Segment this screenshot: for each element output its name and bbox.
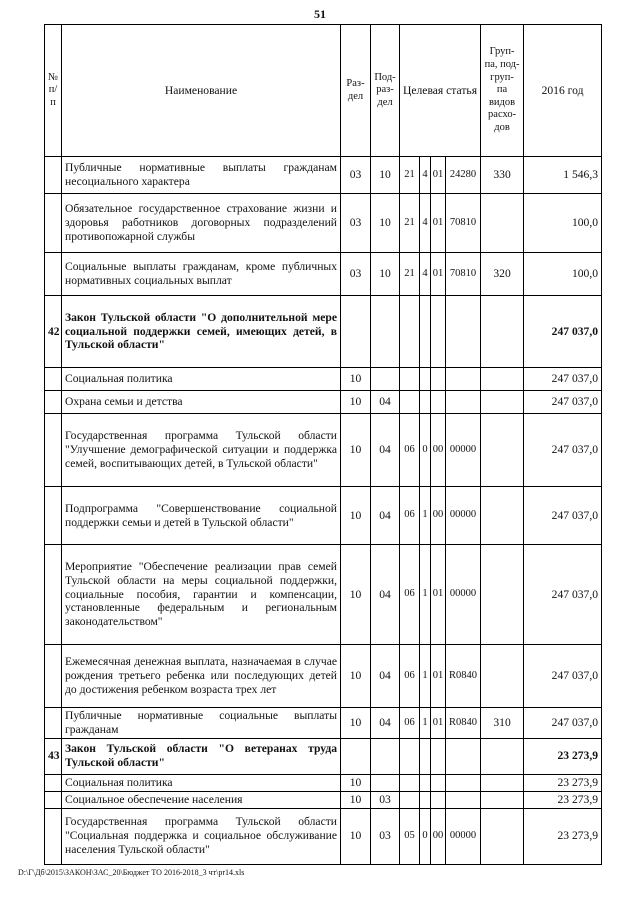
table-row <box>45 791 602 808</box>
row-target-event: 01 <box>431 545 446 645</box>
row-name: Подпрограмма "Совершенствование социальной поддержки семьи и детей в Тульской области" <box>62 487 341 545</box>
row-target-direction: 70810 <box>446 194 481 253</box>
page-number: 51 <box>314 7 326 21</box>
row-target-subprogram <box>420 368 431 391</box>
row-number <box>45 487 62 545</box>
row-amount-2016: 247 037,0 <box>524 487 602 545</box>
row-name: Социальная политика <box>62 774 341 791</box>
row-target-event <box>431 774 446 791</box>
row-number <box>45 414 62 487</box>
row-subsection <box>371 774 400 791</box>
table-row <box>45 645 602 708</box>
row-amount-2016: 247 037,0 <box>524 368 602 391</box>
table-row <box>45 253 602 296</box>
row-expense-group <box>481 368 524 391</box>
row-name: Социальные выплаты гражданам, кроме публичных нормативных социальных выплат <box>62 253 341 296</box>
row-target-subprogram: 0 <box>420 414 431 487</box>
header-section: Раз- дел <box>341 25 371 157</box>
table-row <box>45 487 602 545</box>
row-target-direction: R0840 <box>446 708 481 739</box>
table-body <box>45 157 602 865</box>
row-target-event: 01 <box>431 708 446 739</box>
row-target-event: 01 <box>431 194 446 253</box>
row-target-subprogram: 1 <box>420 708 431 739</box>
row-subsection: 04 <box>371 414 400 487</box>
row-expense-group: 310 <box>481 708 524 739</box>
row-number <box>45 391 62 414</box>
row-target-program <box>400 738 420 774</box>
row-target-event: 01 <box>431 645 446 708</box>
table-row <box>45 296 602 368</box>
row-section: 03 <box>341 194 371 253</box>
row-name: Социальное обеспечение населения <box>62 791 341 808</box>
row-target-direction: 00000 <box>446 808 481 864</box>
row-amount-2016: 1 546,3 <box>524 157 602 194</box>
row-amount-2016: 23 273,9 <box>524 738 602 774</box>
row-section: 10 <box>341 791 371 808</box>
row-target-direction <box>446 296 481 368</box>
row-expense-group <box>481 391 524 414</box>
row-name: Государственная программа Тульской области "Социальная поддержка и социальное обслуживание населения Тульской области" <box>62 808 341 864</box>
row-target-program: 21 <box>400 253 420 296</box>
row-target-subprogram <box>420 791 431 808</box>
row-subsection: 04 <box>371 487 400 545</box>
table-row <box>45 808 602 864</box>
row-subsection: 10 <box>371 194 400 253</box>
row-target-event <box>431 738 446 774</box>
row-target-program: 06 <box>400 708 420 739</box>
row-amount-2016: 247 037,0 <box>524 545 602 645</box>
row-section: 10 <box>341 774 371 791</box>
row-target-direction <box>446 738 481 774</box>
row-target-program: 06 <box>400 545 420 645</box>
row-name: Обязательное государственное страхование жизни и здоровья работников договорных подразделений противопожарной службы <box>62 194 341 253</box>
row-target-subprogram: 4 <box>420 253 431 296</box>
header-year: 2016 год <box>524 25 602 157</box>
row-amount-2016: 23 273,9 <box>524 774 602 791</box>
row-target-program <box>400 368 420 391</box>
header-name: Наименование <box>62 25 341 157</box>
row-target-event <box>431 391 446 414</box>
table-row <box>45 738 602 774</box>
header-num: № п/ п <box>45 25 62 157</box>
row-amount-2016: 247 037,0 <box>524 645 602 708</box>
row-number <box>45 808 62 864</box>
row-section: 10 <box>341 545 371 645</box>
row-name: Закон Тульской области "О ветеранах труда Тульской области" <box>62 738 341 774</box>
row-section: 10 <box>341 414 371 487</box>
row-name: Публичные нормативные выплаты гражданам несоциального характера <box>62 157 341 194</box>
row-target-event: 00 <box>431 414 446 487</box>
row-expense-group <box>481 194 524 253</box>
row-expense-group: 330 <box>481 157 524 194</box>
row-target-subprogram: 4 <box>420 157 431 194</box>
row-target-direction: 00000 <box>446 487 481 545</box>
row-target-direction <box>446 791 481 808</box>
row-target-direction <box>446 368 481 391</box>
row-subsection <box>371 296 400 368</box>
table-row <box>45 368 602 391</box>
row-subsection: 04 <box>371 708 400 739</box>
file-path-footer: D:\Г\Дб\2015\ЗАКОН\ЗАС_20\Бюджет ТО 2016-2018_3 чт\pr14.xls <box>18 868 245 877</box>
row-section: 10 <box>341 808 371 864</box>
row-section: 03 <box>341 253 371 296</box>
row-target-direction <box>446 774 481 791</box>
header-target: Целевая статья <box>400 25 481 157</box>
row-number <box>45 774 62 791</box>
row-number <box>45 157 62 194</box>
row-subsection <box>371 738 400 774</box>
row-number <box>45 645 62 708</box>
row-name: Социальная политика <box>62 368 341 391</box>
row-target-subprogram: 1 <box>420 645 431 708</box>
table-row <box>45 774 602 791</box>
table-row <box>45 194 602 253</box>
row-section: 03 <box>341 157 371 194</box>
header-subsection: Под- раз- дел <box>371 25 400 157</box>
row-subsection: 04 <box>371 645 400 708</box>
row-target-program <box>400 774 420 791</box>
row-target-subprogram: 1 <box>420 545 431 645</box>
header-group: Груп- па, под- груп- па видов расхо- дов <box>481 25 524 157</box>
row-target-subprogram: 1 <box>420 487 431 545</box>
row-target-direction <box>446 391 481 414</box>
row-number <box>45 194 62 253</box>
row-target-event <box>431 296 446 368</box>
row-expense-group <box>481 545 524 645</box>
row-number <box>45 708 62 739</box>
row-subsection: 03 <box>371 808 400 864</box>
row-name: Охрана семьи и детства <box>62 391 341 414</box>
row-target-event: 01 <box>431 157 446 194</box>
row-target-subprogram: 0 <box>420 808 431 864</box>
row-target-subprogram <box>420 296 431 368</box>
row-subsection: 04 <box>371 391 400 414</box>
row-number <box>45 545 62 645</box>
row-target-subprogram <box>420 391 431 414</box>
row-target-direction: R0840 <box>446 645 481 708</box>
row-amount-2016: 247 037,0 <box>524 708 602 739</box>
row-expense-group <box>481 414 524 487</box>
row-target-program: 05 <box>400 808 420 864</box>
row-section <box>341 296 371 368</box>
row-target-program: 21 <box>400 157 420 194</box>
row-target-program: 21 <box>400 194 420 253</box>
row-subsection: 04 <box>371 545 400 645</box>
row-number <box>45 791 62 808</box>
row-section: 10 <box>341 487 371 545</box>
row-target-event: 01 <box>431 253 446 296</box>
budget-table <box>44 24 602 865</box>
row-expense-group <box>481 296 524 368</box>
table-row <box>45 708 602 739</box>
row-amount-2016: 247 037,0 <box>524 391 602 414</box>
row-name: Ежемесячная денежная выплата, назначаемая в случае рождения третьего ребенка или последующих детей до достижения ребенком возраста трех лет <box>62 645 341 708</box>
row-target-direction: 70810 <box>446 253 481 296</box>
table-header-row <box>45 25 602 157</box>
table-row <box>45 414 602 487</box>
row-amount-2016: 247 037,0 <box>524 414 602 487</box>
row-subsection <box>371 368 400 391</box>
row-section: 10 <box>341 368 371 391</box>
row-expense-group <box>481 774 524 791</box>
row-target-direction: 00000 <box>446 414 481 487</box>
row-subsection: 10 <box>371 253 400 296</box>
row-target-program <box>400 791 420 808</box>
table-row <box>45 157 602 194</box>
row-target-program <box>400 296 420 368</box>
row-target-subprogram <box>420 738 431 774</box>
row-name: Публичные нормативные социальные выплаты гражданам <box>62 708 341 739</box>
row-name: Государственная программа Тульской области "Улучшение демографической ситуации и поддержка семей, воспитывающих детей, в Тульской области" <box>62 414 341 487</box>
row-amount-2016: 23 273,9 <box>524 808 602 864</box>
row-amount-2016: 100,0 <box>524 194 602 253</box>
row-target-event: 00 <box>431 487 446 545</box>
row-target-event: 00 <box>431 808 446 864</box>
row-number <box>45 368 62 391</box>
row-target-event <box>431 791 446 808</box>
table-row <box>45 545 602 645</box>
row-target-direction: 00000 <box>446 545 481 645</box>
row-name: Мероприятие "Обеспечение реализации прав семей Тульской области на меры социальной поддержки, социальные пособия, гарантии и компенсации, установленные федеральным и региональным законодательством" <box>62 545 341 645</box>
table-row <box>45 391 602 414</box>
row-expense-group <box>481 738 524 774</box>
row-expense-group <box>481 791 524 808</box>
row-section: 10 <box>341 708 371 739</box>
row-number: 43 <box>45 738 62 774</box>
row-expense-group <box>481 808 524 864</box>
row-target-program: 06 <box>400 645 420 708</box>
row-target-direction: 24280 <box>446 157 481 194</box>
row-target-program: 06 <box>400 414 420 487</box>
row-subsection: 03 <box>371 791 400 808</box>
row-subsection: 10 <box>371 157 400 194</box>
row-amount-2016: 247 037,0 <box>524 296 602 368</box>
row-target-subprogram <box>420 774 431 791</box>
row-expense-group <box>481 487 524 545</box>
row-target-subprogram: 4 <box>420 194 431 253</box>
row-expense-group <box>481 645 524 708</box>
row-number <box>45 253 62 296</box>
row-expense-group: 320 <box>481 253 524 296</box>
row-target-program <box>400 391 420 414</box>
row-section: 10 <box>341 645 371 708</box>
row-section: 10 <box>341 391 371 414</box>
row-amount-2016: 23 273,9 <box>524 791 602 808</box>
row-target-event <box>431 368 446 391</box>
row-name: Закон Тульской области "О дополнительной мере социальной поддержки семей, имеющих детей, в Тульской области" <box>62 296 341 368</box>
row-amount-2016: 100,0 <box>524 253 602 296</box>
row-target-program: 06 <box>400 487 420 545</box>
row-number: 42 <box>45 296 62 368</box>
row-section <box>341 738 371 774</box>
